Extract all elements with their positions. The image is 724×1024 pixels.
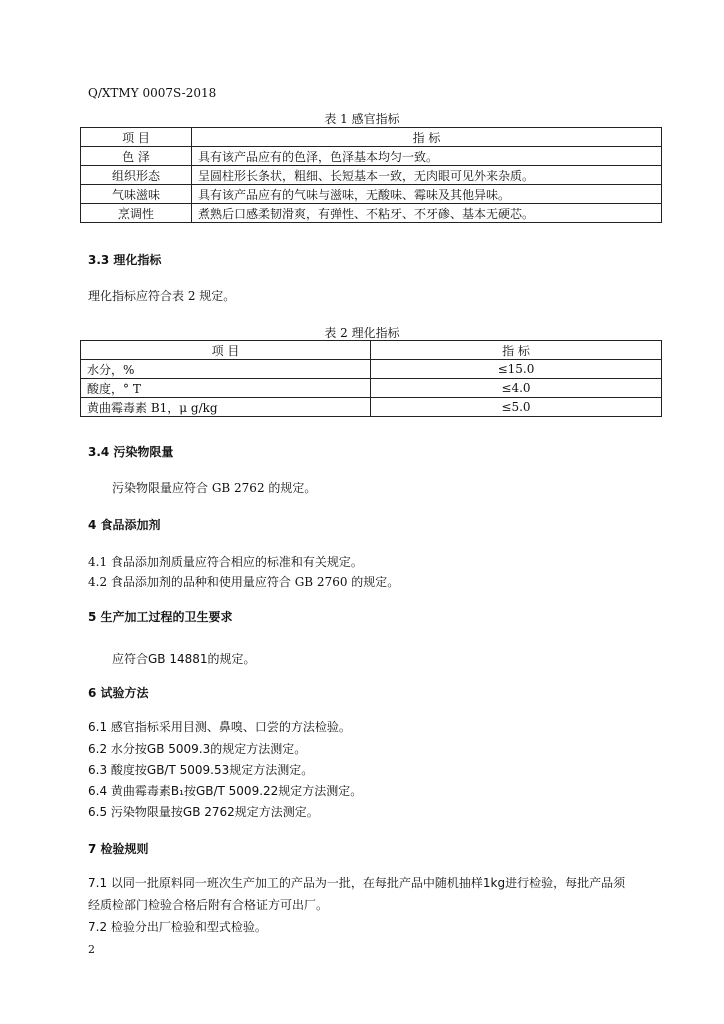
section-heading: 7 检验规则 <box>88 842 149 856</box>
table-header-cell: 项 目 <box>81 341 371 360</box>
table-cell: 气味滋味 <box>81 185 192 204</box>
table-header-row <box>81 341 662 360</box>
sensory-table <box>80 127 662 223</box>
table-cell: 黄曲霉毒素 B1，μ g/kg <box>81 398 371 417</box>
section-heading: 6 试验方法 <box>88 686 149 700</box>
paragraph: 7.1 以同一批原料同一班次生产加工的产品为一批，在每批产品中随机抽样1kg进行检验，每批产品须 <box>88 876 626 890</box>
table-row <box>81 185 662 204</box>
table-cell: 烹调性 <box>81 204 192 223</box>
physchem-table <box>80 340 662 417</box>
list-item: 6.5 污染物限量按GB 2762规定方法测定。 <box>88 805 319 819</box>
table-cell: ≤5.0 <box>371 398 662 417</box>
section-heading: 3.3 理化指标 <box>88 253 162 267</box>
table-row <box>81 379 662 398</box>
list-item: 6.4 黄曲霉毒素B₁按GB/T 5009.22规定方法测定。 <box>88 784 363 798</box>
table-row <box>81 147 662 166</box>
list-item: 6.1 感官指标采用目测、鼻嗅、口尝的方法检验。 <box>88 720 351 734</box>
table-header-row <box>81 128 662 147</box>
table-cell: 组织形态 <box>81 166 192 185</box>
section-heading: 5 生产加工过程的卫生要求 <box>88 610 233 624</box>
list-item: 4.2 食品添加剂的品种和使用量应符合 GB 2760 的规定。 <box>88 575 400 589</box>
paragraph: 应符合GB 14881的规定。 <box>112 652 256 666</box>
paragraph: 污染物限量应符合 GB 2762 的规定。 <box>112 481 317 495</box>
table-cell: 酸度，° T <box>81 379 371 398</box>
document-id: Q/XTMY 0007S-2018 <box>88 86 217 100</box>
list-item: 6.2 水分按GB 5009.3的规定方法测定。 <box>88 742 307 756</box>
paragraph: 理化指标应符合表 2 规定。 <box>88 289 236 303</box>
table-row <box>81 166 662 185</box>
section-heading: 3.4 污染物限量 <box>88 445 174 459</box>
paragraph: 经质检部门检验合格后附有合格证方可出厂。 <box>88 898 329 912</box>
paragraph: 7.2 检验分出厂检验和型式检验。 <box>88 920 267 934</box>
table-header-cell: 项 目 <box>81 128 192 147</box>
table-cell: 具有该产品应有的色泽，色泽基本均匀一致。 <box>192 147 662 166</box>
list-item: 6.3 酸度按GB/T 5009.53规定方法测定。 <box>88 763 314 777</box>
table-row <box>81 360 662 379</box>
table-cell: 呈圆柱形长条状，粗细、长短基本一致，无肉眼可见外来杂质。 <box>192 166 662 185</box>
table-cell: ≤15.0 <box>371 360 662 379</box>
table-row <box>81 398 662 417</box>
table-header-cell: 指 标 <box>192 128 662 147</box>
table-header-cell: 指 标 <box>371 341 662 360</box>
table-cell: ≤4.0 <box>371 379 662 398</box>
table-cell: 水分，% <box>81 360 371 379</box>
table-cell: 具有该产品应有的气味与滋味，无酸味、霉味及其他异味。 <box>192 185 662 204</box>
table2-caption: 表 2 理化指标 <box>324 326 400 340</box>
table1-caption: 表 1 感官指标 <box>324 112 400 126</box>
table-cell: 色 泽 <box>81 147 192 166</box>
section-heading: 4 食品添加剂 <box>88 518 161 532</box>
table-cell: 煮熟后口感柔韧滑爽，有弹性、不粘牙、不牙碜、基本无硬芯。 <box>192 204 662 223</box>
page-number: 2 <box>88 943 95 956</box>
list-item: 4.1 食品添加剂质量应符合相应的标准和有关规定。 <box>88 555 363 569</box>
table-row <box>81 204 662 223</box>
